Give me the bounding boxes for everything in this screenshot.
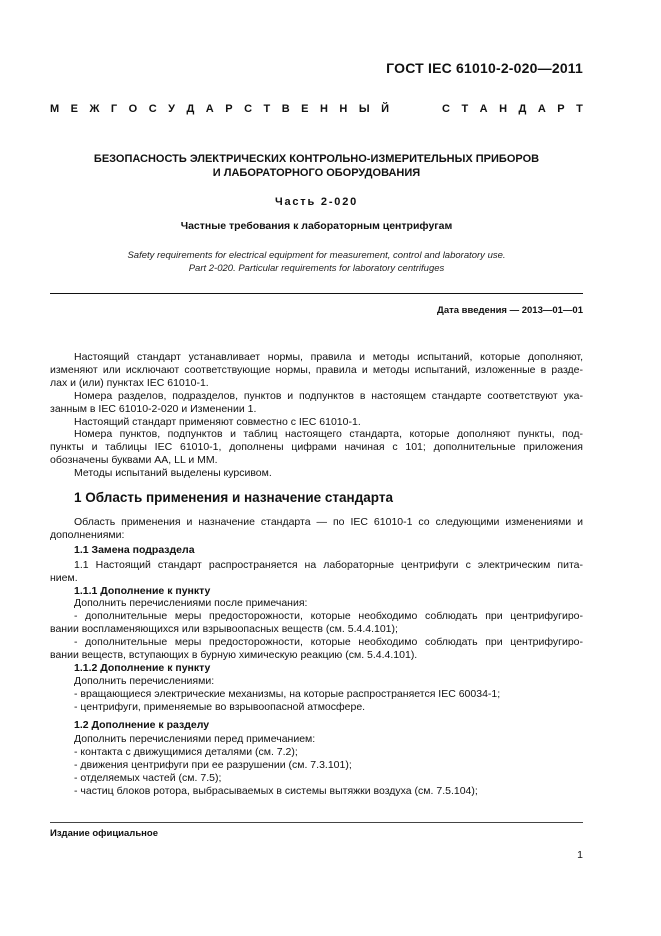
banner-letter: Т (461, 103, 469, 115)
banner-letter: Н (319, 103, 328, 115)
part-number: Часть 2-020 (274, 196, 359, 208)
clause-1-1-2-heading: 1.1.2 Дополнение к пункту (74, 661, 211, 674)
banner-letter: Н (339, 103, 348, 115)
text-line: вании воспламеняющихся или взрывоопасных веществ (см. 5.4.4.101); (50, 623, 398, 636)
subsection-1-2-intro (50, 733, 583, 746)
banner-letter: В (281, 103, 290, 115)
text-line: занным в IEC 61010-2-020 и Изменении 1. (50, 402, 257, 415)
list-item (50, 701, 583, 714)
text-line: Дополнить перечислениями после примечания: (74, 597, 308, 610)
list-item (50, 688, 583, 701)
text-line: Номера пунктов, подпунктов и таблиц настоящего стандарта, которые дополняют пункты, под- (74, 428, 583, 441)
list-item (50, 785, 583, 798)
text-line: обозначены буквами АА, LL и ММ. (50, 454, 218, 467)
text-line: Методы испытаний выделены курсивом. (74, 467, 272, 480)
text-line: дополнениями: (50, 528, 125, 541)
effective-date: Дата введения — 2013—01—01 (437, 305, 583, 316)
document-body (50, 351, 583, 798)
document-subtitle: Частные требования к лабораторным центрифугам (180, 220, 453, 232)
document-title (50, 152, 583, 180)
list-item (50, 759, 583, 772)
text-line: - частиц блоков ротора, выбрасываемых в системы вытяжки воздуха (см. 7.5.104); (74, 785, 478, 798)
banner-letter: Т (263, 103, 271, 115)
section-1-heading: 1 Область применения и назначение стандарта (74, 490, 393, 506)
banner-letter: Р (225, 103, 233, 115)
banner-letter: С (244, 103, 253, 115)
banner-letter: Ы (358, 103, 370, 115)
banner-letter: С (148, 103, 157, 115)
banner-letter: Е (70, 103, 78, 115)
banner-letter: А (479, 103, 488, 115)
banner-letter: У (168, 103, 175, 115)
text-line: Дополнить перечислениями перед примечанием: (74, 733, 316, 746)
english-title-line-2: Part 2-020. Particular requirements for laboratory centrifuges (188, 263, 445, 274)
banner-letter: С (442, 103, 450, 115)
banner-letter: Н (499, 103, 508, 115)
clause-1-1-1-intro (50, 597, 583, 610)
banner-letter: Й (381, 103, 390, 115)
text-line: изменяют или исключают соответствующие нормы, правила и методы испытаний, изложенные в разде- (50, 363, 583, 376)
text-line: пункты и таблицы IEC 61010-1, дополнены цифрами начиная с 101; дополнительные приложения (50, 441, 583, 454)
clause-1-1-2-intro (50, 675, 583, 688)
page-number: 1 (577, 849, 583, 861)
list-item (50, 772, 583, 785)
list-item (50, 636, 583, 662)
section-1-paragraph (50, 516, 583, 542)
subsection-1-1-text (50, 559, 583, 585)
intro-paragraph-3 (50, 416, 583, 429)
text-line: Настоящий стандарт применяют совместно с IEC 61010-1. (74, 415, 361, 428)
banner-letter: О (128, 103, 138, 115)
text-line: - дополнительные меры предосторожности, которые необходимо соблюдать при центрифугиро- (74, 610, 583, 623)
text-line: Дополнить перечислениями: (74, 674, 215, 687)
text-line: - движения центрифуги при ее разрушении (см. 7.3.101); (74, 759, 352, 772)
standard-code: ГОСТ IEC 61010-2-020—2011 (386, 60, 583, 76)
footer-divider (50, 822, 583, 823)
banner-letter: Р (557, 103, 565, 115)
text-line: нием. (50, 571, 78, 584)
text-line: - центрифуги, применяемые во взрывоопасной атмосфере. (74, 700, 366, 713)
intro-paragraph-5 (50, 467, 583, 480)
list-item (50, 746, 583, 759)
text-line: - контакта с движущимися деталями (см. 7.2); (74, 746, 298, 759)
clause-1-1-1-heading: 1.1.1 Дополнение к пункту (74, 584, 211, 597)
banner-letter: Е (301, 103, 309, 115)
banner-letter: Ж (89, 103, 100, 115)
text-line: лах и (или) пунктах IEC 61010-1. (50, 376, 209, 389)
title-line-2: И ЛАБОРАТОРНОГО ОБОРУДОВАНИЯ (212, 167, 421, 179)
intro-paragraph-4 (50, 428, 583, 467)
intro-paragraph-2 (50, 390, 583, 416)
banner-gap (401, 103, 431, 115)
english-title (50, 249, 583, 275)
list-item (50, 610, 583, 636)
banner-letter: А (537, 103, 546, 115)
banner-letter: М (50, 103, 60, 115)
banner-letter: Т (576, 103, 583, 115)
text-line: вании веществ, вступающих в бурную химическую реакцию (см. 5.4.4.101). (50, 649, 418, 662)
text-line: - дополнительные меры предосторожности, которые необходимо соблюдать при центрифугиро- (74, 636, 583, 649)
official-edition-label: Издание официальное (50, 828, 158, 839)
banner-letter: Г (110, 103, 118, 115)
text-line: Область применения и назначение стандарта — по IEC 61010-1 со следующими изменениями и (74, 515, 583, 528)
subsection-1-1-heading: 1.1 Замена подраздела (74, 543, 195, 556)
text-line: Номера разделов, подразделов, пунктов и подпунктов в настоящем стандарте соответствуют ука- (74, 389, 583, 402)
text-line: - вращающиеся электрические механизмы, на которые распространяется IEC 60034-1; (74, 687, 501, 700)
text-line: 1.1 Настоящий стандарт распространяется на лабораторные центрифуги с электрическим пита- (74, 558, 583, 571)
banner-letter: А (205, 103, 214, 115)
english-title-line-1: Safety requirements for electrical equipment for measurement, control and laboratory use. (127, 250, 506, 261)
text-line: - отделяемых частей (см. 7.5); (74, 772, 222, 785)
banner-letter: Д (518, 103, 527, 115)
text-line: Настоящий стандарт устанавливает нормы, правила и методы испытаний, которые дополняют, (74, 351, 583, 363)
interstate-standard-banner (50, 103, 583, 115)
banner-letter: Д (186, 103, 195, 115)
intro-paragraph-1 (50, 351, 583, 390)
title-line-1: БЕЗОПАСНОСТЬ ЭЛЕКТРИЧЕСКИХ КОНТРОЛЬНО-ИЗМЕРИТЕЛЬНЫХ ПРИБОРОВ (93, 153, 540, 165)
subsection-1-2-heading: 1.2 Дополнение к разделу (74, 718, 210, 731)
header-divider (50, 293, 583, 294)
